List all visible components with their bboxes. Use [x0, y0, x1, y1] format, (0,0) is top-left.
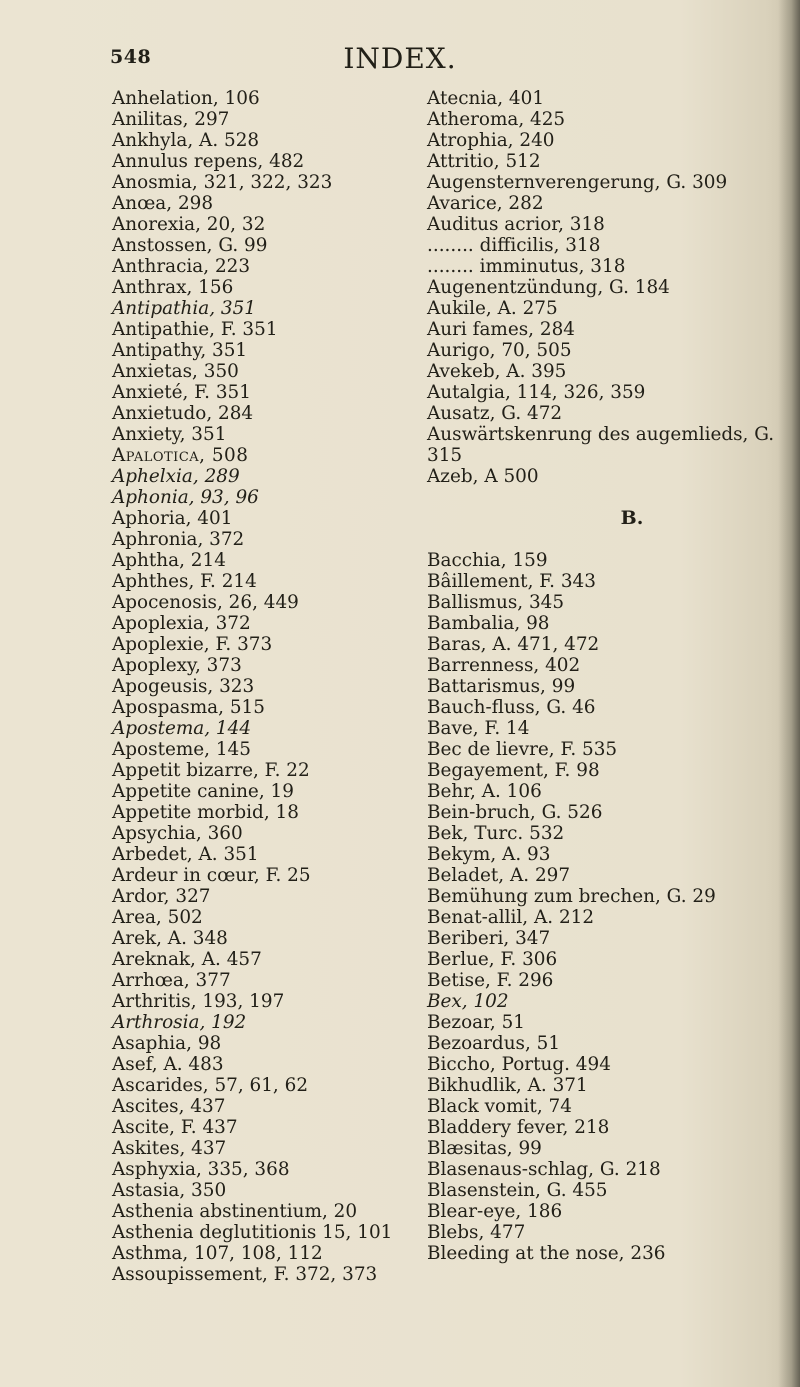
index-entry: Apogeusis, 323 [112, 676, 255, 697]
index-entry: Apalotica, 508 [112, 445, 249, 466]
section-heading-b: B. [620, 507, 644, 529]
index-entry: Areknak, A. 457 [112, 949, 262, 970]
index-entry: Bleeding at the nose, 236 [427, 1243, 666, 1264]
index-entry: Autalgia, 114, 326, 359 [427, 382, 646, 403]
index-entry: Anthracia, 223 [112, 256, 251, 277]
index-entry: Apoplexie, F. 373 [112, 634, 273, 655]
index-entry: Aphthes, F. 214 [112, 571, 257, 592]
index-entry: Attritio, 512 [427, 151, 541, 172]
index-entry: Appetite canine, 19 [112, 781, 294, 802]
index-entry: Blasenstein, G. 455 [427, 1180, 608, 1201]
index-entry: Ardor, 327 [112, 886, 211, 907]
index-entry: Anxietas, 350 [112, 361, 239, 382]
index-entry: Bek, Turc. 532 [427, 823, 565, 844]
index-entry: Asthma, 107, 108, 112 [112, 1243, 323, 1264]
index-entry: Blæsitas, 99 [427, 1138, 542, 1159]
index-entry: Augenentzündung, G. 184 [427, 277, 670, 298]
index-entry: Bekym, A. 93 [427, 844, 551, 865]
page-title: INDEX. [343, 42, 457, 75]
index-entry: Bein-bruch, G. 526 [427, 802, 603, 823]
index-entry: Battarismus, 99 [427, 676, 576, 697]
index-entry: Ballismus, 345 [427, 592, 565, 613]
index-entry: Ausatz, G. 472 [427, 403, 563, 424]
index-entry: Anxiety, 351 [112, 424, 227, 445]
index-entry: Arthrosia, 192 [112, 1012, 247, 1033]
index-entry: Atrophia, 240 [427, 130, 555, 151]
index-entry: Antipathia, 351 [112, 298, 257, 319]
index-entry: Black vomit, 74 [427, 1096, 572, 1117]
index-entry: Baras, A. 471, 472 [427, 634, 600, 655]
index-entry: Atecnia, 401 [427, 88, 545, 109]
index-entry: Aphelxia, 289 [112, 466, 240, 487]
index-entry: Betise, F. 296 [427, 970, 554, 991]
index-entry: Apoplexy, 373 [112, 655, 242, 676]
index-entry: Avarice, 282 [427, 193, 544, 214]
index-entry: Bâillement, F. 343 [427, 571, 596, 592]
index-entry: ........ difficilis, 318 [427, 235, 601, 256]
index-entry: Aphoria, 401 [112, 508, 233, 529]
index-entry: Anxietudo, 284 [112, 403, 254, 424]
index-entry: Aurigo, 70, 505 [427, 340, 572, 361]
index-entry: Aphtha, 214 [112, 550, 226, 571]
index-entry: Arrhœa, 377 [112, 970, 231, 991]
index-entry: Apospasma, 515 [112, 697, 265, 718]
index-entry: Avekeb, A. 395 [427, 361, 567, 382]
index-entry: 315 [427, 445, 463, 466]
index-entry: Blebs, 477 [427, 1222, 526, 1243]
index-entry: Bikhudlik, A. 371 [427, 1075, 588, 1096]
index-entry: Berlue, F. 306 [427, 949, 558, 970]
index-entry: Bauch-fluss, G. 46 [427, 697, 596, 718]
index-entry: Beriberi, 347 [427, 928, 551, 949]
index-entry: Appetite morbid, 18 [112, 802, 299, 823]
page-number: 548 [110, 46, 152, 68]
index-entry: Anthrax, 156 [112, 277, 234, 298]
index-entry: Auditus acrior, 318 [427, 214, 605, 235]
index-entry: Blasenaus-schlag, G. 218 [427, 1159, 661, 1180]
index-entry: Bave, F. 14 [427, 718, 530, 739]
index-entry: Biccho, Portug. 494 [427, 1054, 611, 1075]
index-entry: Anilitas, 297 [112, 109, 230, 130]
index-entry: Arthritis, 193, 197 [112, 991, 285, 1012]
index-entry: Bec de lievre, F. 535 [427, 739, 618, 760]
index-entry: Anhelation, 106 [112, 88, 260, 109]
index-entry: Ascarides, 57, 61, 62 [112, 1075, 309, 1096]
index-entry: Aphronia, 372 [112, 529, 245, 550]
index-entry: Bladdery fever, 218 [427, 1117, 610, 1138]
index-entry: Appetit bizarre, F. 22 [112, 760, 310, 781]
index-entry: Bex, 102 [427, 991, 509, 1012]
index-entry: Ardeur in cœur, F. 25 [112, 865, 311, 886]
index-entry: Anorexia, 20, 32 [112, 214, 266, 235]
index-entry: Atheroma, 425 [427, 109, 566, 130]
index-entry: Ankhyla, A. 528 [112, 130, 260, 151]
index-entry: Arbedet, A. 351 [112, 844, 259, 865]
index-entry: Asthenia abstinentium, 20 [112, 1201, 358, 1222]
index-entry: Apocenosis, 26, 449 [112, 592, 299, 613]
index-entry: Augensternverengerung, G. 309 [427, 172, 728, 193]
index-entry: Anstossen, G. 99 [112, 235, 268, 256]
index-entry: Apostema, 144 [112, 718, 252, 739]
index-entry: Auri fames, 284 [427, 319, 575, 340]
index-column-right [427, 88, 777, 1264]
index-entry: Askites, 437 [112, 1138, 227, 1159]
page-edge-shadow [778, 0, 800, 1387]
index-entry: Apoplexia, 372 [112, 613, 251, 634]
index-entry: Aukile, A. 275 [427, 298, 558, 319]
index-entry: Arek, A. 348 [112, 928, 228, 949]
index-entry: Beladet, A. 297 [427, 865, 571, 886]
index-entry: Bacchia, 159 [427, 550, 548, 571]
index-entry: Asef, A. 483 [112, 1054, 224, 1075]
index-entry: Anœa, 298 [112, 193, 214, 214]
index-entry: Behr, A. 106 [427, 781, 542, 802]
index-entry: Benat-allil, A. 212 [427, 907, 595, 928]
index-entry: Azeb, A 500 [427, 466, 539, 487]
index-entry: Ascite, F. 437 [112, 1117, 238, 1138]
index-entries-a [427, 88, 777, 487]
index-entry: Asthenia deglutitionis 15, 101 [112, 1222, 393, 1243]
index-entry: Anosmia, 321, 322, 323 [112, 172, 333, 193]
index-entry: Assoupissement, F. 372, 373 [112, 1264, 378, 1285]
index-entry: Asaphia, 98 [112, 1033, 222, 1054]
index-entry: Bezoardus, 51 [427, 1033, 561, 1054]
index-entry: Blear-eye, 186 [427, 1201, 563, 1222]
index-entry: ........ imminutus, 318 [427, 256, 626, 277]
index-entry: Bemühung zum brechen, G. 29 [427, 886, 716, 907]
index-entry: Anxieté, F. 351 [112, 382, 251, 403]
index-column-left [112, 88, 412, 1285]
index-entry: Bezoar, 51 [427, 1012, 525, 1033]
index-entry: Auswärtskenrung des augemlieds, G. [427, 424, 775, 445]
index-entry: Ascites, 437 [112, 1096, 226, 1117]
index-entry: Astasia, 350 [112, 1180, 227, 1201]
index-entry: Begayement, F. 98 [427, 760, 600, 781]
index-entry: Antipathy, 351 [112, 340, 248, 361]
index-entry: Barrenness, 402 [427, 655, 581, 676]
index-entry: Annulus repens, 482 [112, 151, 305, 172]
index-entry: Area, 502 [112, 907, 203, 928]
index-entries-b [427, 550, 777, 1264]
index-entry: Aphonia, 93, 96 [112, 487, 259, 508]
index-entry: Aposteme, 145 [112, 739, 251, 760]
index-entry: Apsychia, 360 [112, 823, 243, 844]
index-entry: Antipathie, F. 351 [112, 319, 278, 340]
index-entry: Bambalia, 98 [427, 613, 550, 634]
index-entry: Asphyxia, 335, 368 [112, 1159, 290, 1180]
